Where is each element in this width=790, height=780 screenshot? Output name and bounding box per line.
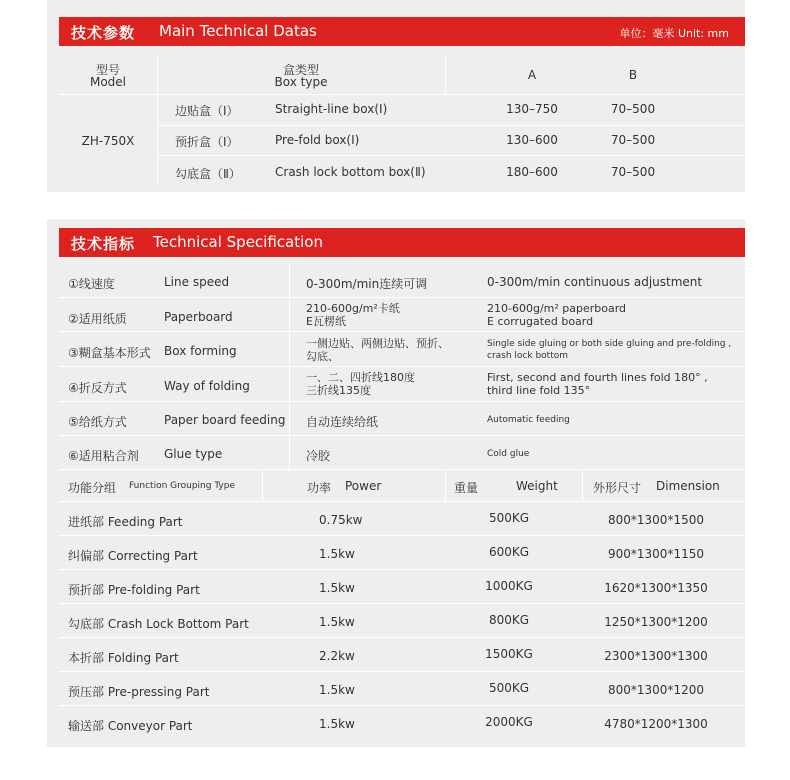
table-divider bbox=[289, 263, 290, 471]
spec-value-zh: 冷胶 bbox=[306, 449, 331, 463]
spec-label-zh: ④折反方式 bbox=[68, 381, 127, 395]
spec-value-en: E corrugated board bbox=[487, 315, 594, 328]
main-data-header-bar bbox=[59, 17, 745, 46]
spec-label-en: Line speed bbox=[164, 275, 230, 289]
spec-panel bbox=[47, 219, 745, 747]
power-header-en: Power bbox=[345, 479, 382, 493]
spec-label-en: Paperboard bbox=[164, 310, 233, 324]
table-divider bbox=[157, 155, 745, 156]
part-weight: 500KG bbox=[488, 681, 530, 695]
table-divider bbox=[59, 435, 745, 436]
b-value: 70–500 bbox=[610, 102, 656, 116]
spec-label-en: Paper board feeding bbox=[164, 413, 286, 427]
part-name: 预压部 Pre-pressing Part bbox=[68, 685, 210, 699]
spec-value-en: Automatic feeding bbox=[487, 415, 570, 425]
table-divider bbox=[445, 56, 446, 94]
part-weight: 500KG bbox=[488, 511, 530, 525]
main-data-table bbox=[59, 56, 745, 186]
table-divider bbox=[59, 705, 745, 706]
spec-value-zh: 0-300m/min连续可调 bbox=[306, 277, 428, 291]
box-type-en: Straight-line box(Ⅰ) bbox=[275, 102, 388, 116]
spec-value-en: 210-600g/m² paperboard bbox=[487, 302, 627, 315]
model-header-zh: 型号 bbox=[95, 63, 120, 77]
a-value: 130–750 bbox=[506, 102, 558, 116]
power-header-zh: 功率 bbox=[307, 481, 332, 495]
model-value: ZH-750X bbox=[81, 134, 135, 148]
part-dimension: 900*1300*1150 bbox=[608, 547, 704, 561]
table-divider bbox=[59, 331, 745, 332]
dimension-header-en: Dimension bbox=[656, 479, 720, 493]
main-data-panel bbox=[47, 0, 745, 192]
spec-table bbox=[59, 263, 745, 471]
spec-value-zh: 三折线135度 bbox=[306, 384, 371, 397]
spec-value-zh: 勾底、 bbox=[306, 350, 339, 363]
part-name: 勾底部 Crash Lock Bottom Part bbox=[68, 617, 249, 631]
part-name: 进纸部 Feeding Part bbox=[68, 515, 183, 529]
part-name: 纠偏部 Correcting Part bbox=[68, 549, 198, 563]
a-header: A bbox=[527, 68, 537, 82]
spec-title-en: Technical Specification bbox=[153, 233, 323, 251]
box-type-header-en: Box type bbox=[274, 75, 328, 89]
spec-label-zh: ⑥适用粘合剂 bbox=[68, 449, 139, 463]
spec-value-zh: 一侧边贴、两侧边贴、预折、 bbox=[306, 337, 449, 350]
spec-value-zh: E瓦楞纸 bbox=[306, 315, 346, 328]
a-value: 180–600 bbox=[506, 165, 558, 179]
table-divider bbox=[59, 501, 745, 502]
weight-header-en: Weight bbox=[516, 479, 558, 493]
main-data-title-en: Main Technical Datas bbox=[159, 22, 317, 40]
spec-label-en: Box forming bbox=[164, 344, 237, 358]
table-divider bbox=[582, 469, 583, 501]
box-type-zh: 勾底盒（Ⅱ） bbox=[175, 167, 241, 181]
part-weight: 800KG bbox=[488, 613, 530, 627]
box-type-zh: 预折盒（Ⅰ） bbox=[175, 135, 239, 149]
part-name: 预折部 Pre-folding Part bbox=[68, 583, 200, 597]
part-power: 0.75kw bbox=[319, 513, 363, 527]
part-name: 输送部 Conveyor Part bbox=[68, 719, 193, 733]
part-weight: 1000KG bbox=[485, 579, 533, 593]
table-divider bbox=[59, 569, 745, 570]
table-divider bbox=[59, 469, 745, 470]
parts-table bbox=[59, 469, 745, 747]
table-divider bbox=[59, 366, 745, 367]
unit-label: 单位：毫米 Unit: mm bbox=[619, 27, 729, 40]
part-dimension: 800*1300*1200 bbox=[608, 683, 704, 697]
table-divider bbox=[59, 637, 745, 638]
b-value: 70–500 bbox=[610, 133, 656, 147]
table-divider bbox=[59, 671, 745, 672]
spec-value-zh: 自动连续给纸 bbox=[306, 415, 379, 429]
part-dimension: 2300*1300*1300 bbox=[604, 649, 708, 663]
part-dimension: 4780*1200*1300 bbox=[604, 717, 708, 731]
spec-value-en: third line fold 135° bbox=[487, 384, 591, 397]
spec-value-zh: 一、二、四折线180度 bbox=[306, 371, 415, 384]
b-value: 70–500 bbox=[610, 165, 656, 179]
table-divider bbox=[445, 469, 446, 501]
model-header-en: Model bbox=[89, 75, 127, 89]
group-header-zh: 功能分组 bbox=[68, 481, 117, 495]
spec-label-en: Way of folding bbox=[164, 379, 250, 393]
part-power: 1.5kw bbox=[319, 547, 355, 561]
table-divider bbox=[59, 603, 745, 604]
table-divider bbox=[59, 535, 745, 536]
spec-value-en: crash lock bottom bbox=[487, 351, 568, 361]
main-data-title-zh: 技术参数 bbox=[71, 24, 136, 42]
part-weight: 2000KG bbox=[485, 715, 533, 729]
spec-label-zh: ⑤给纸方式 bbox=[68, 415, 127, 429]
box-type-zh: 边贴盒（Ⅰ） bbox=[175, 104, 239, 118]
part-power: 2.2kw bbox=[319, 649, 355, 663]
part-power: 1.5kw bbox=[319, 717, 355, 731]
part-power: 1.5kw bbox=[319, 615, 355, 629]
spec-title-zh: 技术指标 bbox=[71, 235, 136, 253]
part-name: 本折部 Folding Part bbox=[68, 651, 179, 665]
spec-value-en: Single side gluing or both side gluing and pre-folding , bbox=[487, 339, 732, 349]
part-weight: 1500KG bbox=[485, 647, 533, 661]
part-dimension: 1620*1300*1350 bbox=[604, 581, 708, 595]
box-type-header-zh: 盒类型 bbox=[282, 63, 319, 77]
spec-value-zh: 210-600g/m²卡纸 bbox=[306, 302, 400, 315]
table-divider bbox=[59, 94, 745, 95]
part-dimension: 1250*1300*1200 bbox=[604, 615, 708, 629]
table-divider bbox=[59, 401, 745, 402]
spec-value-en: 0-300m/min continuous adjustment bbox=[487, 275, 703, 289]
part-power: 1.5kw bbox=[319, 683, 355, 697]
table-divider bbox=[262, 469, 263, 501]
table-divider bbox=[59, 297, 745, 298]
box-type-en: Crash lock bottom box(Ⅱ) bbox=[275, 165, 426, 179]
box-type-en: Pre-fold box(Ⅰ) bbox=[275, 133, 360, 147]
part-dimension: 800*1300*1500 bbox=[608, 513, 704, 527]
group-header-en: Function Grouping Type bbox=[129, 481, 235, 491]
spec-label-en: Glue type bbox=[164, 447, 223, 461]
part-power: 1.5kw bbox=[319, 581, 355, 595]
spec-label-zh: ③糊盒基本形式 bbox=[68, 346, 151, 360]
b-header: B bbox=[628, 68, 638, 82]
spec-header-bar bbox=[59, 228, 745, 257]
spec-value-en: First, second and fourth lines fold 180° , bbox=[487, 371, 708, 384]
table-divider bbox=[157, 125, 745, 126]
a-value: 130–600 bbox=[506, 133, 558, 147]
part-weight: 600KG bbox=[488, 545, 530, 559]
dimension-header-zh: 外形尺寸 bbox=[593, 481, 642, 495]
spec-label-zh: ①线速度 bbox=[68, 277, 115, 291]
spec-label-zh: ②适用纸质 bbox=[68, 312, 127, 326]
weight-header-zh: 重量 bbox=[454, 481, 479, 495]
spec-value-en: Cold glue bbox=[487, 449, 530, 459]
